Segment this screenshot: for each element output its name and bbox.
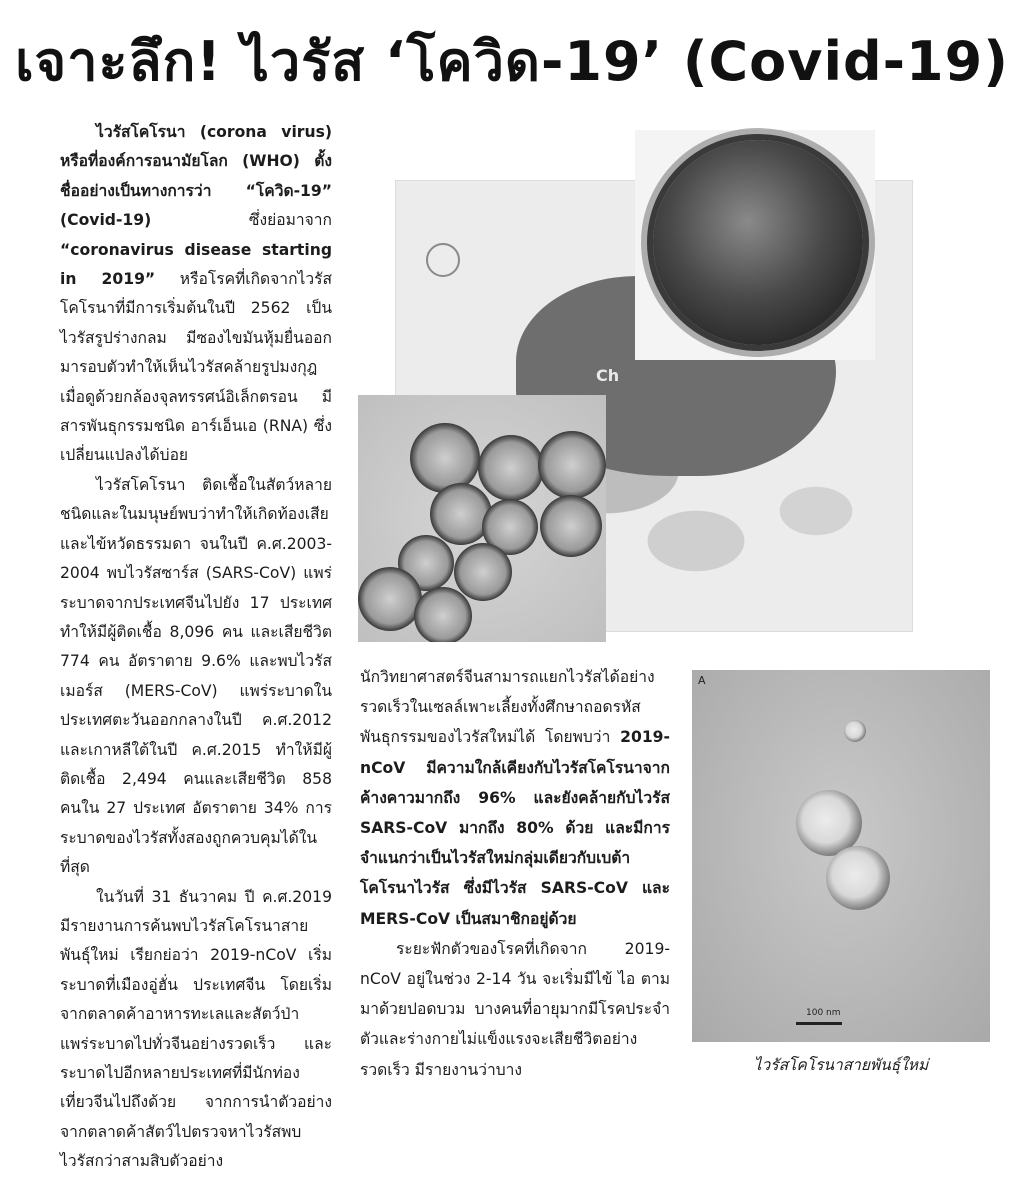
coronavirus-3d-image	[635, 130, 875, 360]
headline: เจาะลึก! ไวรัส ‘โควิด-19’ (Covid-19)	[15, 30, 1009, 93]
text-run: หรือโรคที่เกิดจากไวรัสโคโรนาที่มีการเริ่มต้นในปี 2562 เป็นไวรัสรูปร่างกลม มีซองไขมันหุ้มยื่นออกมารอบตัวทำให้เห็นไวรัสคล้ายรูปมงกุฎเมื่อดูด้วยกล้องจุลทรรศน์อิเล็กตรอน มีสารพันธุกรรมชนิด อาร์เอ็นเอ (RNA) ซึ่งเปลี่ยนแปลงได้บ่อย	[60, 270, 332, 465]
image-caption: ไวรัสโคโรนาสายพันธุ์ใหม่	[753, 1056, 929, 1074]
text-run: ระยะฟักตัวของโรคที่เกิดจาก 2019-nCoV อยู่ในช่วง 2-14 วัน จะเริ่มมีไข้ ไอ ตามมาด้วยปอดบวม บางคนที่อายุมากมีโรคประจำตัวและร่างกายไม่แข็งแรงจะเสียชีวิตอย่างรวดเร็ว มีรายงานว่าบาง	[360, 939, 670, 1079]
text-run: ไวรัสโคโรนา (corona virus) หรือที่องค์การอนามัยโลก (WHO) ตั้งชื่ออย่างเป็นทางการว่า “โควิด-19” (Covid-19)	[60, 123, 332, 230]
paragraph	[360, 934, 670, 1085]
text-run: ในวันที่ 31 ธันวาคม ปี ค.ศ.2019 มีรายงานการค้นพบไวรัสโคโรนาสายพันธุ์ใหม่ เรียกย่อว่า 2019-nCoV เริ่มระบาดที่เมืองอู่ฮั่น ประเทศจีน โดยเริ่มจากตลาดค้าอาหารทะเลและสัตว์ป่า แพร่ระบาดไปทั่วจีนอย่างรวดเร็ว และระบาดไปอีกหลายประเทศที่มีนักท่องเที่ยวจีนไปถึงด้วย จากการนำตัวอย่างจากตลาดค้าสัตว์ไปตรวจหาไวรัสพบไวรัสกว่าสามสิบตัวอย่าง	[60, 887, 332, 1171]
virus-sphere-icon	[653, 140, 863, 345]
scale-bar-label: 100 nm	[806, 1008, 841, 1018]
text-run: 2019-nCoV มีความใกล้เคียงกับไวรัสโคโรนาจากค้างคาวมากถึง 96% และยังคล้ายกับไวรัส SARS-CoV มากถึง 80% ด้วย และมีการจำแนกว่าเป็นไวรัสใหม่กลุ่มเดียวกับเบต้าโคโรนาไวรัส ซึ่งมีไวรัส SARS-CoV และ MERS-CoV เป็นสมาชิกอยู่ด้วย	[360, 728, 670, 928]
panel-letter: A	[698, 674, 706, 687]
paragraph	[60, 118, 332, 471]
article-column-1	[60, 118, 332, 1177]
paragraph	[60, 883, 332, 1177]
text-run: “coronavirus disease starting in 2019”	[60, 240, 332, 289]
paragraph	[60, 471, 332, 883]
map-logo-icon	[426, 243, 460, 277]
text-run: นักวิทยาศาสตร์จีนสามารถแยกไวรัสได้อย่างรวดเร็วในเซลล์เพาะเลี้ยงทั้งศึกษาถอดรหัสพันธุกรรมของไวรัสใหม่ได้ โดยพบว่า	[360, 668, 655, 747]
map-label: Ch	[596, 366, 620, 385]
article-column-2	[360, 662, 670, 1085]
photo-collage	[355, 130, 915, 642]
paragraph	[360, 662, 670, 934]
electron-micrograph-virions-image	[358, 395, 606, 642]
text-run: ไวรัสโคโรนา ติดเชื้อในสัตว์หลายชนิดและในมนุษย์พบว่าทำให้เกิดท้องเสียและไข้หวัดธรรมดา จนในปี ค.ศ.2003-2004 พบไวรัสซาร์ส (SARS-CoV) แพร่ระบาดจากประเทศจีนไปยัง 17 ประเทศ ทำให้มีผู้ติดเชื้อ 8,096 คน และเสียชีวิต 774 คน อัตราตาย 9.6% และพบไวรัสเมอร์ส (MERS-CoV) แพร่ระบาดในประเทศตะวันออกกลางในปี ค.ศ.2012 และเกาหลีใต้ในปี ค.ศ.2015 ทำให้มีผู้ติดเชื้อ 2,494 คนและเสียชีวิต 858 คนใน 27 ประเทศ อัตราตาย 34% การระบาดของไวรัสทั้งสองถูกควบคุมได้ในที่สุด	[60, 475, 332, 877]
electron-micrograph-new-strain-image	[692, 670, 990, 1042]
text-run: ซึ่งย่อมาจาก	[151, 211, 332, 230]
scale-bar	[796, 1022, 842, 1025]
